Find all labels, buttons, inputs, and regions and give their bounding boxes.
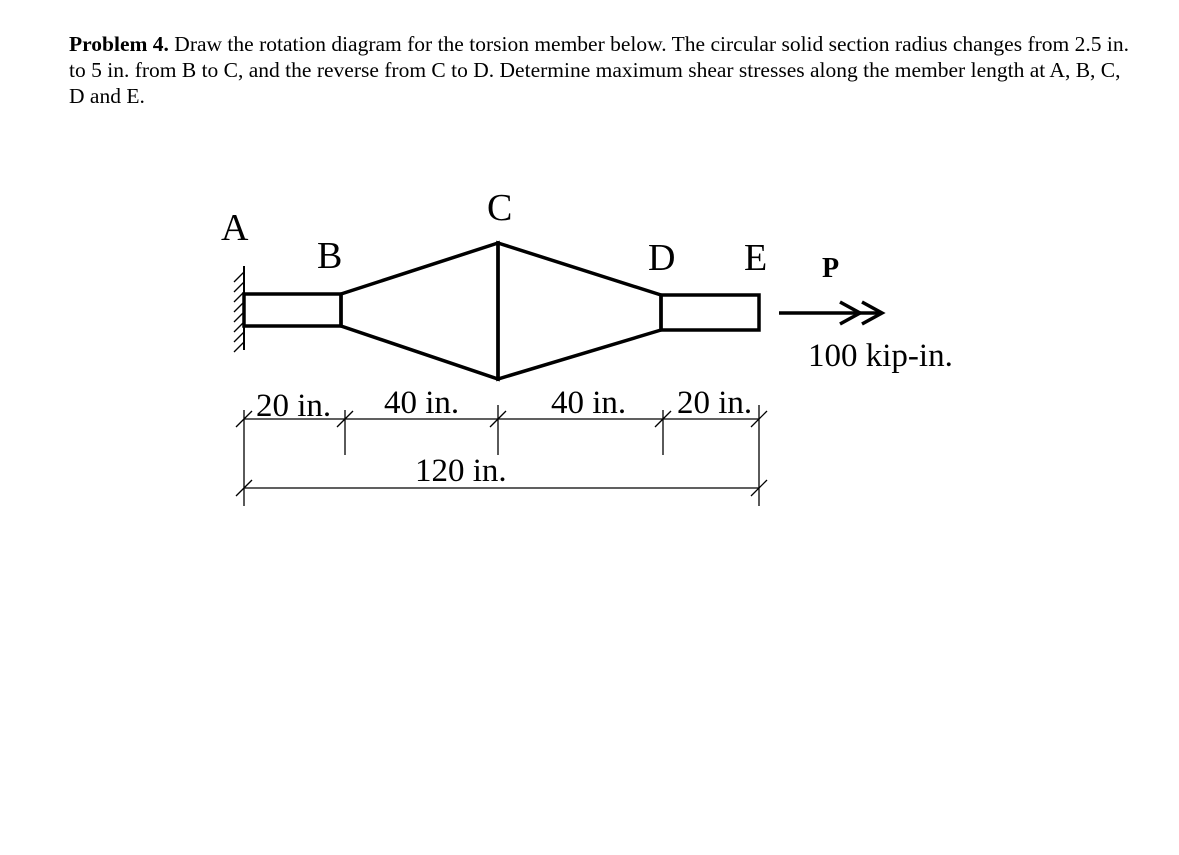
torque-arrow [779, 302, 882, 324]
dimension-bc: 40 in. [384, 385, 460, 421]
load-name: P [822, 253, 840, 284]
problem-label: Problem 4. [69, 32, 169, 56]
dimension-ac: 120 in. [415, 453, 507, 489]
dimension-cd: 40 in. [551, 385, 627, 421]
load-value: 100 kip-in. [808, 338, 953, 374]
problem-text: Draw the rotation diagram for the torsion member below. The circular solid section radius changes from 2.5 in. to 5 in. from B to C, and the reverse from C to D. Determine maximum shear stresses along the member length at A, B, C, D and E. [69, 32, 1129, 108]
dimension-ab: 20 in. [256, 388, 332, 424]
label-point-b: B [317, 235, 343, 277]
segment-bc [341, 243, 498, 379]
segment-ab [244, 294, 341, 326]
label-point-d: D [648, 237, 676, 279]
segment-cd [498, 243, 661, 379]
label-point-c: C [487, 187, 513, 229]
dimension-de: 20 in. [677, 385, 753, 421]
label-point-a: A [221, 207, 249, 249]
segment-de [661, 295, 759, 330]
label-point-e: E [744, 237, 768, 279]
